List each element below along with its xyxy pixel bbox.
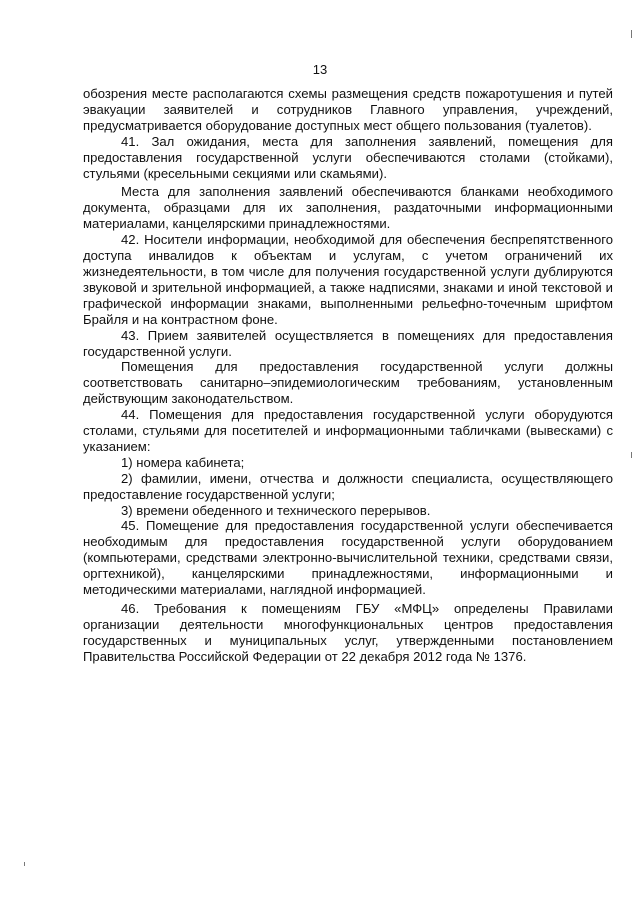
- document-body: [83, 86, 613, 665]
- paragraph-forms: Места для заполнения заявлений обеспечиваются бланками необходимого документа, образцами для их заполнения, раздаточными информационными материалами, канцелярскими принадлежностями.: [83, 184, 613, 232]
- paragraph-44: 44. Помещения для предоставления государственной услуги оборудуются столами, стульями для посетителей и информационными табличками (вывесками) с указанием:: [83, 407, 613, 454]
- paragraph-42: 42. Носители информации, необходимой для обеспечения беспрепятственного доступа инвалидов к объектам и услугам, с учетом ограничений их жизнедеятельности, в том числе для получения государственной услуги дублируются звуковой и зрительной информацией, а также надписями, знаками и иной текстовой и графической информации знаками, выполненными рельефно-точечным шрифтом Брайля и на контрастном фоне.: [83, 232, 613, 327]
- paragraph-41: 41. Зал ожидания, места для заполнения заявлений, помещения для предоставления государственной услуги обеспечиваются столами (стойками), стульями (кресельными секциями или скамьями).: [83, 133, 613, 181]
- paragraph-46: 46. Требования к помещениям ГБУ «МФЦ» определены Правилами организации деятельности многофункциональных центров предоставления государственных и муниципальных услуг, утвержденными постановлением Правительства Российской Федерации от 22 декабря 2012 года № 1376.: [83, 601, 613, 664]
- page-number: 13: [312, 62, 328, 77]
- scan-artifact-mark: [631, 30, 632, 38]
- list-item-1: 1) номера кабинета;: [121, 454, 245, 470]
- paragraph-premises-requirements: Помещения для предоставления государственной услуги должны соответствовать санитарно–эпидемиологическим требованиям, установленным действующим законодательством.: [83, 359, 613, 407]
- scan-artifact-mark: [631, 452, 632, 458]
- paragraph-43: 43. Прием заявителей осуществляется в помещениях для предоставления государственной услуги.: [83, 327, 613, 359]
- list-item-2: 2) фамилии, имени, отчества и должности специалиста, осуществляющего предоставление государственной услуги;: [83, 470, 613, 502]
- paragraph-continuation: обозрения месте располагаются схемы размещения средств пожаротушения и путей эвакуации заявителей и сотрудников Главного управления, учреждений, предусматривается оборудование доступных мест общего пользования (туалетов).: [83, 86, 613, 133]
- scan-artifact-mark: [24, 862, 25, 866]
- paragraph-45: 45. Помещение для предоставления государственной услуги обеспечивается необходимым для предоставления государственной услуги оборудованием (компьютерами, средствами электронно-вычислительной техники, средствами связи, оргтехникой), канцелярскими принадлежностями, информационными и методическими материалами, наглядной информацией.: [83, 518, 613, 598]
- list-item-3: 3) времени обеденного и технического перерывов.: [121, 502, 431, 518]
